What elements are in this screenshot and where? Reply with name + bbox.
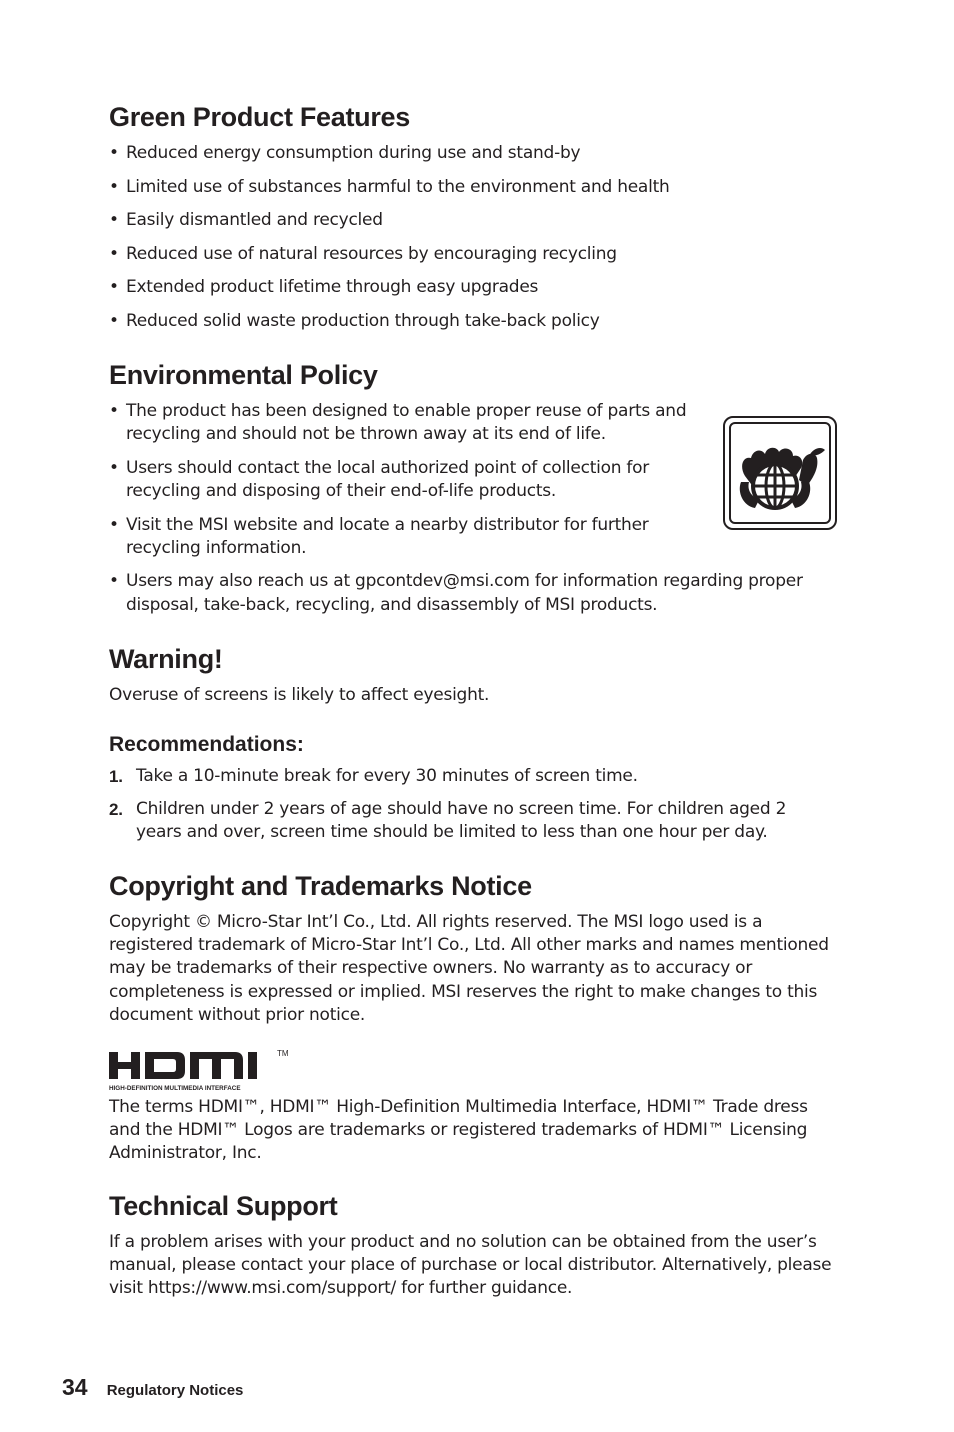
- list-item: • Reduced use of natural resources by encouraging recycling: [109, 243, 839, 266]
- list-item: [109, 798, 809, 844]
- list-item: • Extended product lifetime through easy upgrades: [109, 276, 839, 299]
- hdmi-text: The terms HDMI™, HDMI™ High-Definition Multimedia Interface, HDMI™ Trade dress and the HDMI™ Logos are trademarks or registered trademarks of HDMI™ Licensing Administrator, Inc.: [109, 1097, 808, 1164]
- list-text: Take a 10-minute break for every 30 minutes of screen time.: [136, 766, 638, 787]
- list-item: • Users should contact the local authorized point of collection for recycling and disposing of their end-of-life products.: [109, 457, 716, 503]
- list-item: • Reduced energy consumption during use and stand-by: [109, 142, 839, 165]
- copyright-heading: Copyright and Trademarks Notice: [109, 871, 532, 901]
- hdmi-trademark: TM: [277, 1049, 289, 1058]
- technical-support-heading: Technical Support: [109, 1191, 338, 1221]
- list-number: 2.: [109, 800, 123, 819]
- list-item: • Reduced solid waste production through take-back policy: [109, 310, 839, 333]
- copyright-section: [109, 873, 839, 1027]
- hdmi-notice: [109, 1096, 839, 1166]
- list-text: Children under 2 years of age should have no screen time. For children aged 2 years and over, screen time should be limited to less than one hour per day.: [136, 799, 787, 843]
- list-number: 1.: [109, 767, 123, 787]
- copyright-text: Copyright © Micro-Star Int’l Co., Ltd. All rights reserved. The MSI logo used is a registered trademark of Micro-Star Int’l Co., Ltd. All other marks and names mentioned may be trademarks of their respective owners. No warranty as to accuracy or completeness is expressed or implied. MSI reserves the right to make changes to this document without prior notice.: [109, 912, 829, 1025]
- page-footer: [62, 1374, 243, 1401]
- technical-support-section: [109, 1193, 839, 1301]
- footer-label: Regulatory Notices: [106, 1382, 244, 1399]
- warning-heading: Warning!: [109, 644, 223, 674]
- hdmi-tagline: HIGH-DEFINITION MULTIMEDIA INTERFACE: [109, 1085, 241, 1092]
- list-item: • The product has been designed to enable proper reuse of parts and recycling and should not be thrown away at its end of life.: [109, 400, 716, 446]
- recycling-hands-globe-icon: [723, 416, 837, 530]
- green-features-list: [109, 142, 839, 333]
- list-item: • Easily dismantled and recycled: [109, 209, 839, 232]
- green-features-section: [109, 104, 839, 344]
- warning-text: Overuse of screens is likely to affect eyesight.: [109, 685, 490, 705]
- list-item: • Limited use of substances harmful to the environment and health: [109, 176, 839, 199]
- recommendations-heading: Recommendations:: [109, 733, 304, 757]
- technical-support-text: If a problem arises with your product and no solution can be obtained from the user’s manual, please contact your place of purchase or local distributor. Alternatively, please visit https://www.msi.com/support/ for further guidance.: [109, 1232, 832, 1299]
- list-item: • Visit the MSI website and locate a nearby distributor for further recycling information.: [109, 514, 716, 560]
- list-item: [109, 765, 809, 788]
- warning-section: [109, 646, 839, 854]
- page-number: 34: [62, 1374, 88, 1400]
- green-features-heading: Green Product Features: [109, 102, 410, 132]
- hdmi-logo: [109, 1048, 291, 1094]
- recommendations-list: [109, 765, 809, 844]
- list-item: • Users may also reach us at gpcontdev@msi.com for information regarding proper disposal, take-back, recycling, and disassembly of MSI products.: [109, 570, 846, 616]
- environmental-policy-heading: Environmental Policy: [109, 360, 378, 390]
